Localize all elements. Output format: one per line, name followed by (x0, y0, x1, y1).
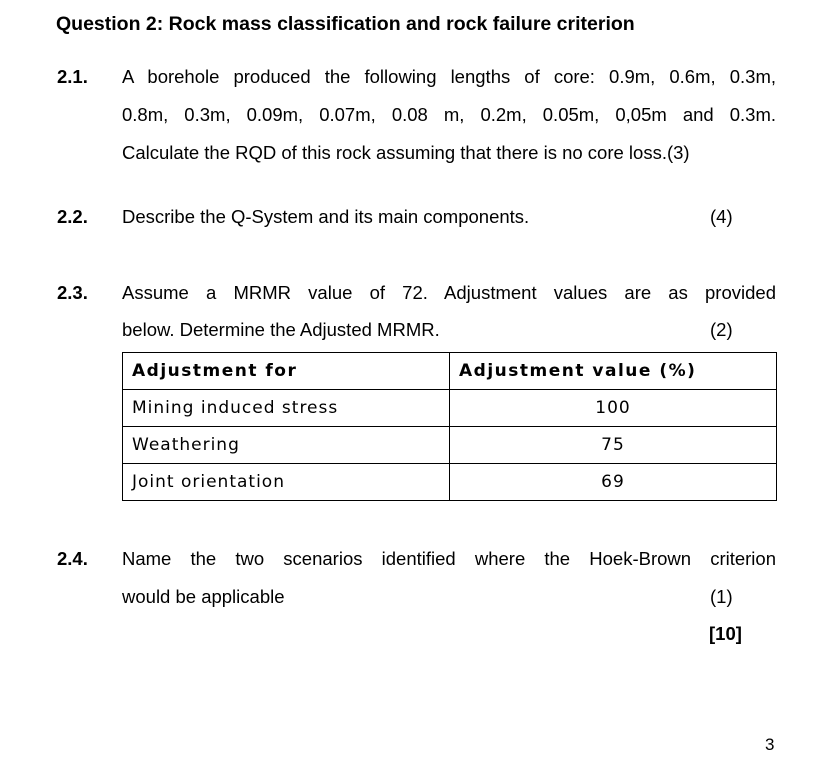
table-cell-value: 69 (450, 464, 777, 501)
total-marks: [10] (709, 623, 742, 644)
question-2-2-text: Describe the Q-System and its main components. (122, 206, 530, 227)
table-cell-value: 100 (450, 390, 777, 427)
table-header-adjustment-value: Adjustment value (%) (450, 353, 777, 390)
question-2-2-marks: (4) (710, 206, 733, 227)
adjustment-table (122, 352, 777, 501)
question-2-3-line-2: below. Determine the Adjusted MRMR. (122, 319, 440, 340)
table-cell-label: Mining induced stress (123, 390, 450, 427)
question-2-1-line-3: Calculate the RQD of this rock assuming that there is no core loss.(3) (122, 142, 690, 163)
table-cell-label: Weathering (123, 427, 450, 464)
table-row (123, 464, 777, 501)
page-number: 3 (765, 735, 775, 754)
question-2-1-line-1: A borehole produced the following lengths of core: 0.9m, 0.6m, 0.3m, (122, 66, 776, 87)
table-cell-label: Joint orientation (123, 464, 450, 501)
table-row (123, 390, 777, 427)
question-2-2-number: 2.2. (57, 206, 88, 227)
question-2-4-number: 2.4. (57, 548, 88, 569)
question-2-4-line-2: would be applicable (122, 586, 285, 607)
table-header-row (123, 353, 777, 390)
table-header-adjustment-for: Adjustment for (123, 353, 450, 390)
table-cell-value: 75 (450, 427, 777, 464)
question-title: Question 2: Rock mass classification and rock failure criterion (56, 13, 635, 35)
question-2-3-line-1: Assume a MRMR value of 72. Adjustment values are as provided (122, 282, 776, 303)
question-2-1-line-2: 0.8m, 0.3m, 0.09m, 0.07m, 0.08 m, 0.2m, 0.05m, 0,05m and 0.3m. (122, 104, 776, 125)
question-2-4-line-1: Name the two scenarios identified where the Hoek-Brown criterion (122, 548, 776, 569)
question-2-1-number: 2.1. (57, 66, 88, 87)
question-2-4-marks: (1) (710, 586, 733, 607)
table-row (123, 427, 777, 464)
question-2-3-number: 2.3. (57, 282, 88, 303)
question-2-3-marks: (2) (710, 319, 733, 340)
